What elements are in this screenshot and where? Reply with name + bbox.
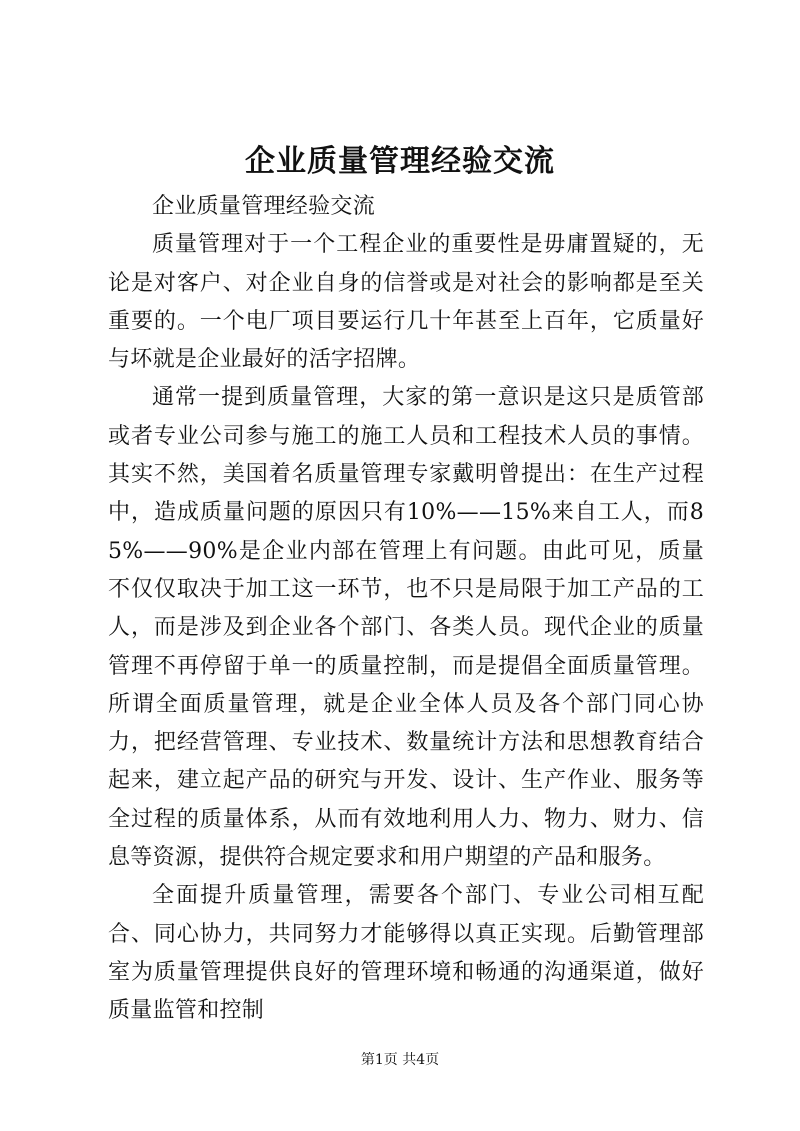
body-paragraph: 质量管理对于一个工程企业的重要性是毋庸置疑的，无论是对客户、对企业自身的信誉或是对社会的影响都是至关重要的。一个电厂项目要运行几十年甚至上百年，它质量好与坏就是企业最好的活字招牌。 (108, 232, 704, 373)
subtitle-paragraph: 企业质量管理经验交流 (152, 194, 376, 219)
document-body (108, 188, 704, 1031)
page-number-footer: 第1页 共4页 (360, 1052, 440, 1068)
body-paragraph: 全面提升质量管理，需要各个部门、专业公司相互配合、同心协力，共同努力才能够得以真正实现。后勤管理部室为质量管理提供良好的管理环境和畅通的沟通渠道，做好质量监管和控制 (108, 883, 704, 1024)
body-paragraph: 通常一提到质量管理，大家的第一意识是这只是质管部或者专业公司参与施工的施工人员和工程技术人员的事情。其实不然，美国着名质量管理专家戴明曾提出：在生产过程中，造成质量问题的原因只有10%——15%来自工人，而85%——90%是企业内部在管理上有问题。由此可见，质量不仅仅取决于加工这一环节，也不只是局限于加工产品的工人，而是涉及到企业各个部门、各类人员。现代企业的质量管理不再停留于单一的质量控制，而是提倡全面质量管理。所谓全面质量管理，就是企业全体人员及各个部门同心协力，把经营管理、专业技术、数量统计方法和思想教育结合起来，建立起产品的研究与开发、设计、生产作业、服务等全过程的质量体系，从而有效地利用人力、物力、财力、信息等资源，提供符合规定要求和用户期望的产品和服务。 (108, 385, 704, 871)
document-title: 企业质量管理经验交流 (245, 144, 555, 179)
